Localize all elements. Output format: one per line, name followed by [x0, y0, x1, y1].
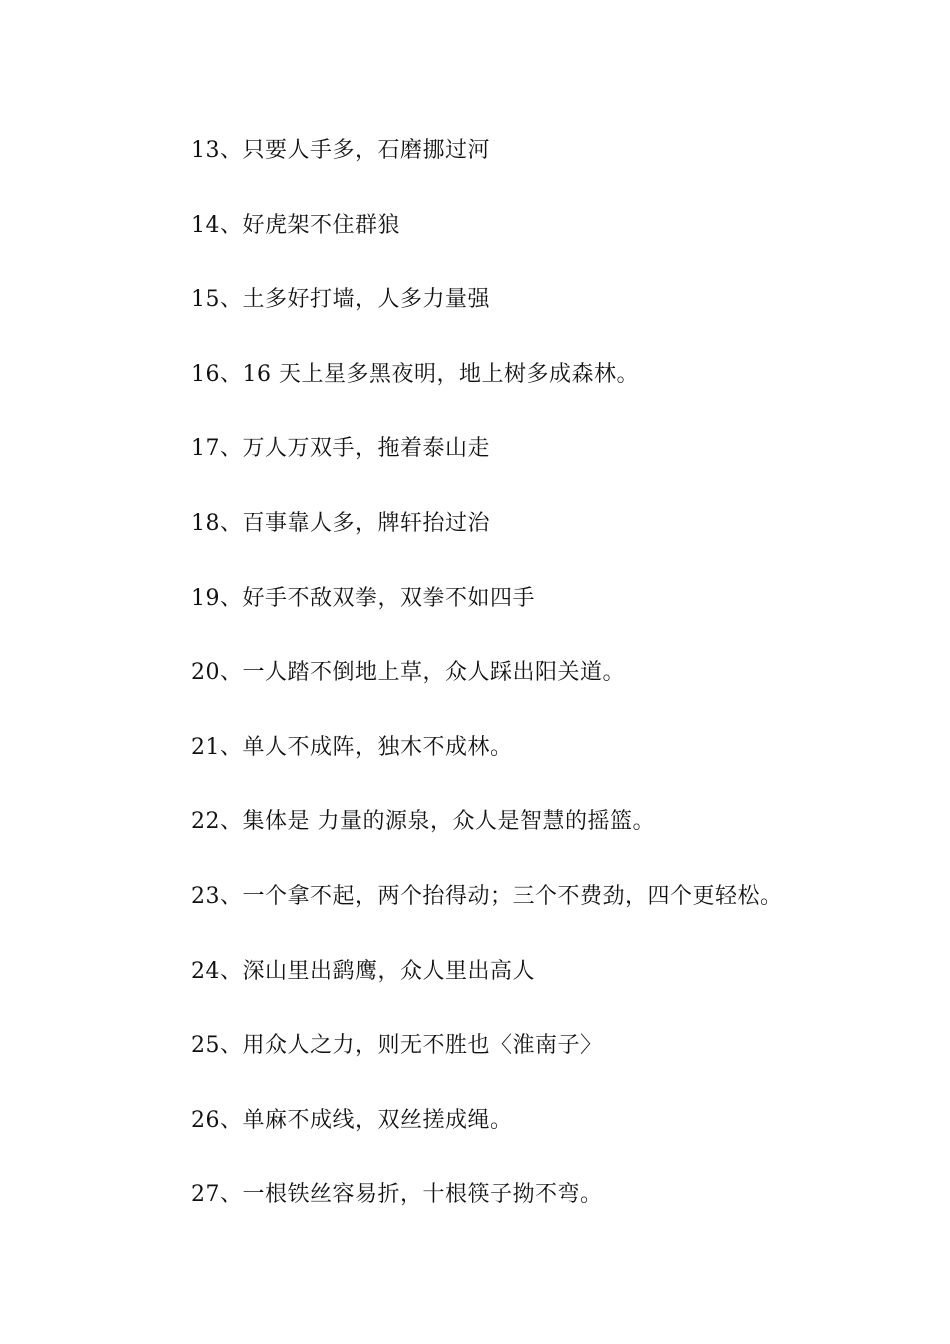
- proverb-line-18: 18、百事靠人多，牌轩抬过治: [191, 510, 490, 536]
- proverb-line-17: 17、万人万双手，拖着泰山走: [191, 436, 490, 462]
- proverb-line-16: 16、16 天上星多黑夜明，地上树多成森林。: [191, 361, 639, 387]
- proverb-line-27: 27、一根铁丝容易折，十根筷子拗不弯。: [191, 1182, 603, 1208]
- proverb-line-21: 21、单人不成阵，独木不成林。: [191, 734, 513, 760]
- proverb-line-14: 14、好虎架不住群狼: [191, 212, 400, 238]
- proverb-line-19: 19、好手不敌双拳，双拳不如四手: [191, 585, 535, 611]
- proverb-line-20: 20、一人踏不倒地上草，众人踩出阳关道。: [191, 660, 625, 686]
- proverb-line-22: 22、集体是 力量的源泉，众人是智慧的摇篮。: [191, 809, 655, 835]
- proverb-line-25: 25、用众人之力，则无不胜也〈淮南子〉: [191, 1033, 603, 1059]
- proverb-line-24: 24、深山里出鹞鹰，众人里出高人: [191, 958, 535, 984]
- proverb-line-13: 13、只要人手多，石磨挪过河: [191, 138, 490, 163]
- proverb-list: [191, 133, 783, 1252]
- proverb-line-15: 15、土多好打墙，人多力量强: [191, 287, 490, 313]
- proverb-line-26: 26、单麻不成线，双丝搓成绳。: [191, 1107, 513, 1133]
- proverb-line-23: 23、一个拿不起，两个抬得动；三个不费劲，四个更轻松。: [191, 883, 783, 909]
